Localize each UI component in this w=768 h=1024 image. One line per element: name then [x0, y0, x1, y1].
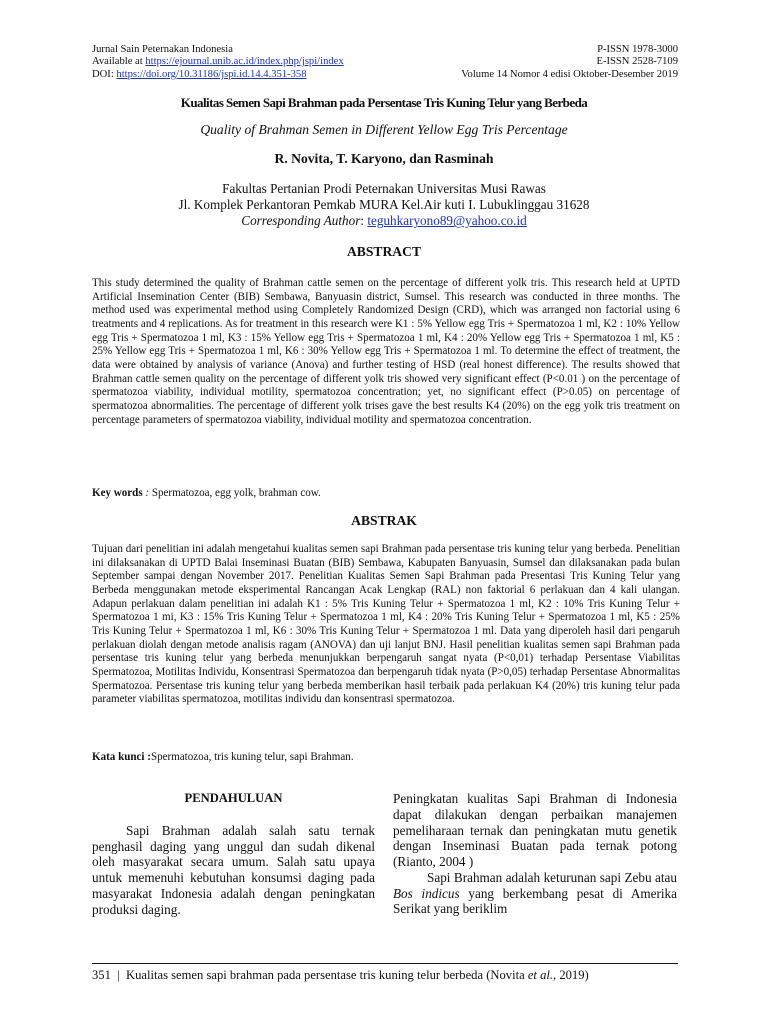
abstract-text: This study determined the quality of Brahman cattle semen on the percentage of different yolk tris. This research held at UPTD Artificial Insemination Center (BIB) Sembawa, Banyuasin district, Sumsel. This research was conducted in three months. The method used was experimental method using Completely Randomized Design (CRD), which was arranged non factorial using 6 treatments and 4 replications. As for treatment in this research were K1 : 5% Yellow egg Tris + Spermatozoa 1 ml, K2 : 10% Yellow egg Tris + Spermatozoa 1 ml, K3 : 15% Yellow egg Tris + Spermatozoa 1 ml, K4 : 20% Yellow egg Tris + Spermatozoa 1 ml, K5 : 25% Yellow egg Tris + Spermatozoa 1 ml, K6 : 30% Yellow egg Tris + Spermatozoa 1 ml. To determine the effect of treatment, the data were obtained by analysis of variance (Anova) and further testing of HSD (real honest difference). The results showed that Brahman cattle semen quality on the percentage of different yolk tris showed very significant effect (P<0.01 ) on the percentage of spermatozoa viability, individual motility, spermatozoa concentration; yet, no significant effect (P>0.05) on percentage of spermatozoa abnormalities. The percentage of different yolk trises gave the best results K4 (20%) on the egg yolk tris treatment on percentage parameters of spermatozoa viability, individual motility and spermatozoa concentration.: [92, 277, 680, 426]
left-column: [92, 791, 375, 917]
keywords-values: Spermatozoa, egg yolk, brahman cow.: [151, 487, 321, 499]
kata-kunci-label: Kata kunci :: [92, 751, 151, 763]
journal-url-link[interactable]: https://ejournal.unib.ac.id/index.php/jspi/index: [145, 56, 344, 68]
availability-line: Available at https://ejournal.unib.ac.id/index.php/jspi/index: [92, 56, 344, 68]
species-name: Bos indicus: [393, 885, 460, 901]
keywords-line: Key words : Spermatozoa, egg yolk, brahman cow.: [92, 487, 321, 499]
kata-kunci-line: [92, 751, 680, 763]
volume-info: Volume 14 Nomor 4 edisi Oktober-Desember 2019: [461, 68, 678, 80]
footer-separator: |: [117, 968, 120, 982]
keywords-label: Key words: [92, 487, 143, 499]
intro-paragraph-left: Sapi Brahman adalah salah satu ternak penghasil daging yang unggul dan sudah dikenal oleh masyarakat secara umum. Salah satu upaya untuk memenuhi kebutuhan konsumsi daging pada masyarakat Indonesia adalah dengan peningkatan produksi daging.: [92, 822, 375, 917]
doi-line: DOI: https://doi.org/10.31186/jspi.id.14.4.351-358: [92, 68, 307, 80]
print-issn: P-ISSN 1978-3000: [597, 44, 678, 55]
intro-paragraph-right-1: Peningkatan kualitas Sapi Brahman di Indonesia dapat dilakukan dengan perbaikan manajemen pemeliharaan ternak dan peningkatan mutu genetik dengan Inseminasi Buatan pada ternak potong (Rianto, 2004 ): [393, 791, 677, 869]
kata-kunci-values: Spermatozoa, tris kuning telur, sapi Brahman.: [150, 751, 354, 763]
page-number: 351: [92, 968, 111, 982]
intro-paragraph-right-2: Sapi Brahman adalah keturunan sapi Zebu atau Bos indicus yang berkembang pesat di Amerika Serikat yang beriklim: [393, 869, 677, 917]
electronic-issn: E-ISSN 2528-7109: [596, 56, 678, 68]
paper-title-english: Quality of Brahman Semen in Different Yellow Egg Tris Percentage: [200, 122, 568, 137]
page-footer: [92, 968, 589, 983]
section-heading-pendahuluan: PENDAHULUAN: [184, 791, 283, 805]
abstrak-text: Tujuan dari penelitian ini adalah mengetahui kualitas semen sapi Brahman pada persentase tris kuning telur yang berbeda. Penelitian ini dilaksanakan di UPTD Balai Inseminasi Buatan (BIB) Sembawa, Kabupaten Banyuasin, Sumsel dan dilaksanakan pada bulan September sampai dengan November 2017. Penelitian Kualitas Semen Sapi Brahman pada Presentasi Tris Kuning Telur yang Berbeda menggunakan metode eksperimental Rancangan Acak Lengkap (RAL) non faktorial 6 perlakuan dan 4 kali ulangan. Adapun perlakuan dalam penelitian ini adalah K1 : 5% Tris Kuning Telur + Spermatozoa 1 ml, K2 : 10% Tris Kuning Telur + Spermatozoa 1 mi, K3 : 15% Tris Kuning Telur + Spermatozoa 1 ml, K4 : 20% Tris Kuning Telur + Spermatozoa 1 ml, K5 : 25% Tris Kuning Telur + Spermatozoa 1 ml, K6 : 30% Tris Kuning Telur + Spermatozoa 1 ml. Data yang diperoleh hasil dari pengaruh perlakuan diolah dengan metode analisis ragam (ANOVA) dan uji lanjut BNJ. Hasil penelitian kualitas semen sapi Brahman pada persentase tris kuning telur yang berbeda menunjukkan berpengaruh sangat nyata (P<0,01) terhadap Persentase Viabilitas Spermatozoa, Motilitas Individu, Konsentrasi Spermatozoa dan berpengaruh tidak nyata (P>0,05) terhadap Persentase Abnormalitas Spermatozoa. Persentase tris kuning telur yang berbeda memberikan hasil terbaik pada perlakuan K4 (20%) tris kuning telur pada parameter viabilitas spermatozoa, motilitas individu dan konsentrasi spermatozoa.: [92, 543, 680, 706]
affiliation-line-1: Fakultas Pertanian Prodi Peternakan Universitas Musi Rawas: [222, 181, 546, 196]
running-title: Kualitas semen sapi brahman pada persentase tris kuning telur berbeda (Novita et al., 2019): [126, 968, 589, 982]
affiliation-line-2: Jl. Komplek Perkantoran Pemkab MURA Kel.Air kuti I. Lubuklinggau 31628: [178, 197, 590, 213]
journal-header: [92, 44, 678, 81]
doi-link[interactable]: https://doi.org/10.31186/jspi.id.14.4.351-358: [116, 68, 307, 80]
paper-title: Kualitas Semen Sapi Brahman pada Persentase Tris Kuning Telur yang Berbeda: [180, 95, 588, 110]
journal-name: Jurnal Sain Peternakan Indonesia: [92, 44, 233, 55]
corresponding-author: Corresponding Author: teguhkaryono89@yahoo.co.id: [241, 213, 527, 229]
abstrak-heading: ABSTRAK: [351, 513, 417, 528]
abstract-heading: ABSTRACT: [346, 244, 422, 259]
author-list: R. Novita, T. Karyono, dan Rasminah: [274, 151, 494, 166]
corresponding-email-link[interactable]: teguhkaryono89@yahoo.co.id: [367, 213, 527, 229]
right-column: [393, 791, 677, 917]
footer-rule: [92, 963, 678, 964]
affiliation-block: [0, 181, 768, 230]
